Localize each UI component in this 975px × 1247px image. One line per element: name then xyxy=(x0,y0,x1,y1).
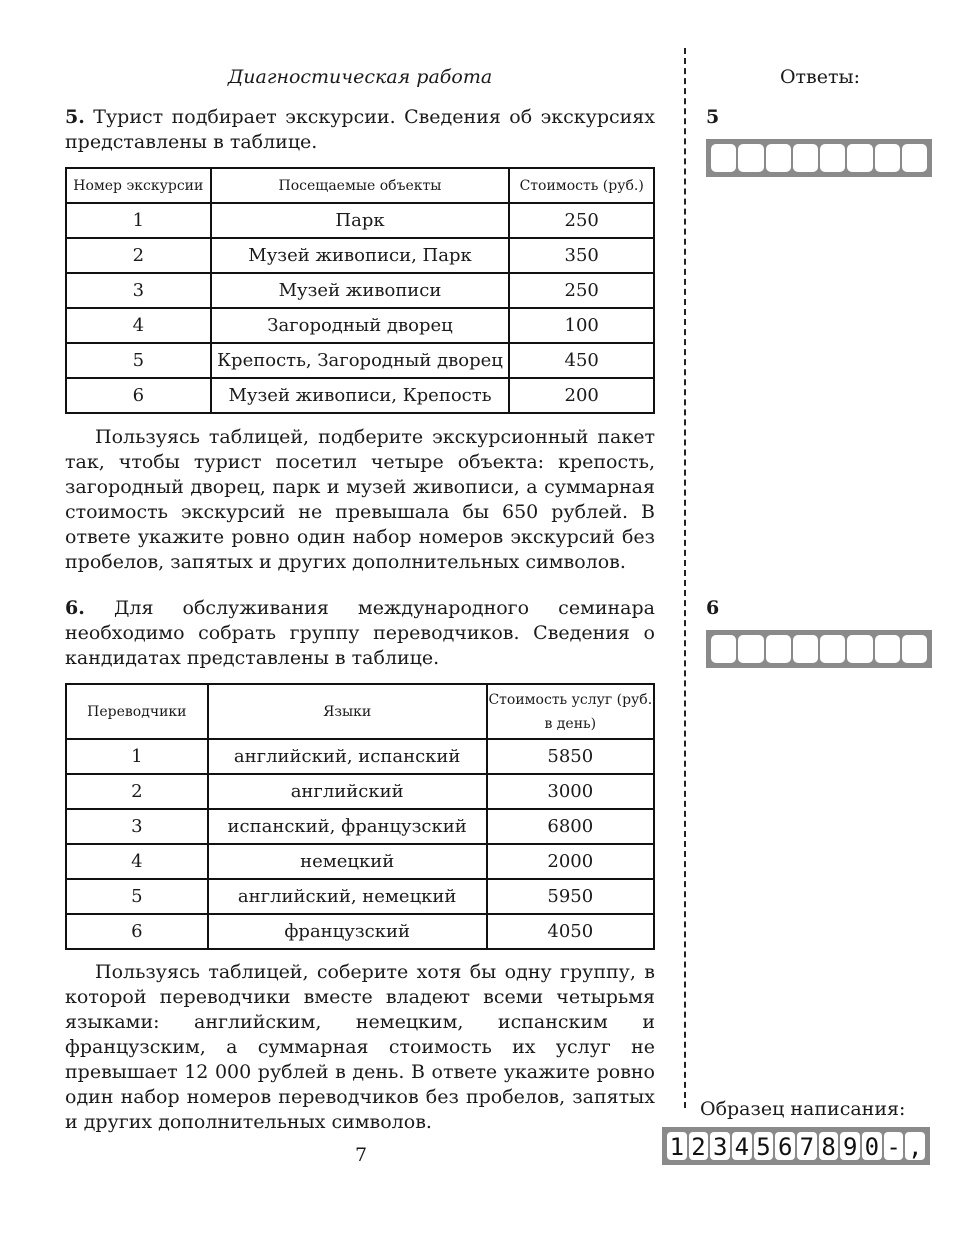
table-cell: 3 xyxy=(66,809,208,844)
table-cell: Парк xyxy=(211,203,510,238)
table-cell: 4 xyxy=(66,308,211,343)
page-header: Диагностическая работа xyxy=(227,66,493,88)
sample-char: , xyxy=(905,1132,925,1160)
table-row xyxy=(66,774,654,809)
table-header: Переводчики xyxy=(66,684,208,739)
sample-digits xyxy=(662,1127,930,1165)
table-cell: немецкий xyxy=(208,844,487,879)
table-cell: 250 xyxy=(509,203,654,238)
table-cell: 450 xyxy=(509,343,654,378)
table-row xyxy=(66,809,654,844)
answers-heading: Ответы: xyxy=(779,66,861,88)
table-cell: Крепость, Загородный дворец xyxy=(211,343,510,378)
sample-label: Образец написания: xyxy=(700,1098,906,1120)
sample-char: 1 xyxy=(667,1132,687,1160)
page-number: 7 xyxy=(355,1144,368,1166)
table-cell: 5 xyxy=(66,343,211,378)
table-cell: 6 xyxy=(66,378,211,413)
table-cell: 5850 xyxy=(487,739,654,774)
table-row xyxy=(66,343,654,378)
sample-char: 2 xyxy=(689,1132,709,1160)
table-cell: 350 xyxy=(509,238,654,273)
sample-char: 4 xyxy=(732,1132,752,1160)
task6-number: 6. xyxy=(65,597,85,619)
table-cell: 1 xyxy=(66,739,208,774)
table-row xyxy=(66,203,654,238)
table-cell: 6800 xyxy=(487,809,654,844)
table-cell: Музей живописи, Крепость xyxy=(211,378,510,413)
sample-char: 0 xyxy=(862,1132,882,1160)
table-cell: 1 xyxy=(66,203,211,238)
table-header: Номер экскурсии xyxy=(66,168,211,203)
table-row xyxy=(66,378,654,413)
answer6-label: 6 xyxy=(706,597,720,619)
table-row xyxy=(66,844,654,879)
answer5-label: 5 xyxy=(706,106,720,128)
table-cell: 2 xyxy=(66,774,208,809)
task5-question: Пользуясь таблицей, подберите экскурсионный пакет так, чтобы турист посетил четыре объекта: крепость, загородный дворец, парк и музей живописи, а суммарная стоимость экскурсий не превышала бы 650 рублей. В ответе укажите ровно один набор номеров экскурсий без пробелов, запятых и других дополнительных символов. xyxy=(65,426,655,573)
answer6-field[interactable] xyxy=(706,630,932,668)
sample-char: - xyxy=(884,1132,904,1160)
sample-char: 9 xyxy=(840,1132,860,1160)
table-cell: Музей живописи xyxy=(211,273,510,308)
sample-char: 7 xyxy=(797,1132,817,1160)
sample-char: 8 xyxy=(819,1132,839,1160)
task5-table xyxy=(65,167,655,414)
table-cell: 2000 xyxy=(487,844,654,879)
sample-char: 5 xyxy=(754,1132,774,1160)
task6-intro-text: Для обслуживания международного семинара необходимо собрать группу переводчиков. Сведения о кандидатах представлены в таблице. xyxy=(65,597,655,669)
table-cell: Музей живописи, Парк xyxy=(211,238,510,273)
task6-intro xyxy=(65,596,655,671)
table-cell: 250 xyxy=(509,273,654,308)
table-row xyxy=(66,879,654,914)
task6-table xyxy=(65,683,655,950)
task5-number: 5. xyxy=(65,106,85,128)
table-cell: испанский, французский xyxy=(208,809,487,844)
sample-char: 6 xyxy=(775,1132,795,1160)
task6-question: Пользуясь таблицей, соберите хотя бы одну группу, в которой переводчики вместе владеют всеми четырьмя языками: английским, немецким, испанским и французским, а суммарная стоимость их услуг не превышает 12 000 рублей в день. В ответе укажите ровно один набор номеров переводчиков без пробелов, запятых и других дополнительных символов. xyxy=(65,961,655,1133)
table-row xyxy=(66,308,654,343)
table-cell: 4050 xyxy=(487,914,654,949)
table-cell: английский, немецкий xyxy=(208,879,487,914)
task5-intro xyxy=(65,105,655,155)
table-cell: 3000 xyxy=(487,774,654,809)
table-cell: английский xyxy=(208,774,487,809)
sample-char: 3 xyxy=(710,1132,730,1160)
table-cell: 100 xyxy=(509,308,654,343)
task5-intro-text: Турист подбирает экскурсии. Сведения об экскурсиях представлены в таблице. xyxy=(65,106,655,153)
table-cell: 2 xyxy=(66,238,211,273)
table-cell: 5 xyxy=(66,879,208,914)
table-cell: 6 xyxy=(66,914,208,949)
table-cell: французский xyxy=(208,914,487,949)
table-cell: 200 xyxy=(509,378,654,413)
table-cell: 5950 xyxy=(487,879,654,914)
table-cell: английский, испанский xyxy=(208,739,487,774)
table-cell: 4 xyxy=(66,844,208,879)
dashed-divider xyxy=(684,48,686,1108)
table-row xyxy=(66,739,654,774)
table-row xyxy=(66,238,654,273)
answer5-field[interactable] xyxy=(706,139,932,177)
table-cell: 3 xyxy=(66,273,211,308)
table-header: Стоимость услуг (руб. в день) xyxy=(487,684,654,739)
table-header: Языки xyxy=(208,684,487,739)
table-cell: Загородный дворец xyxy=(211,308,510,343)
table-header: Стоимость (руб.) xyxy=(509,168,654,203)
table-row xyxy=(66,273,654,308)
table-row xyxy=(66,914,654,949)
table-header: Посещаемые объекты xyxy=(211,168,510,203)
